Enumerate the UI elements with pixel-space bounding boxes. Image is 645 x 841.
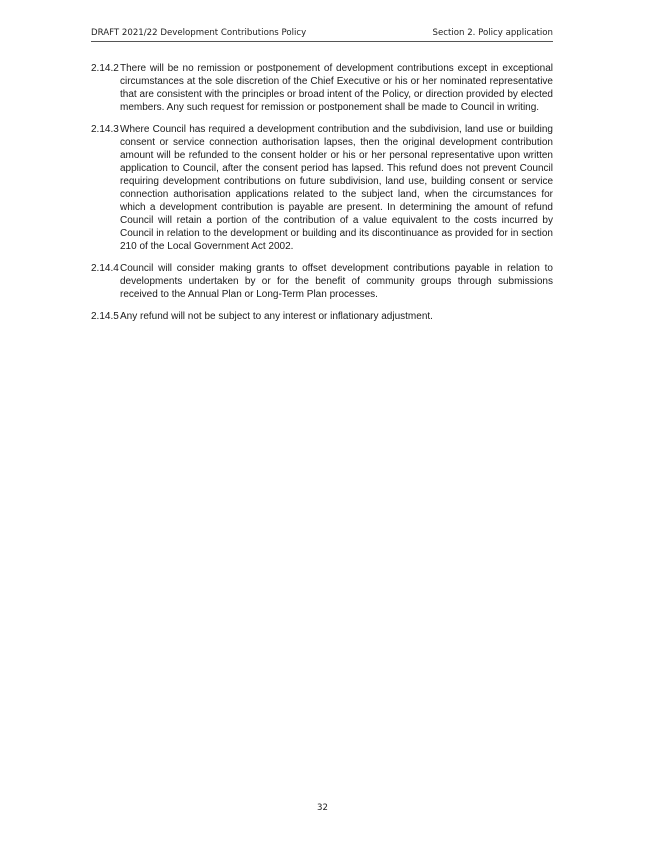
page-number: 32 [317, 803, 328, 813]
clause-2-14-4 [91, 262, 553, 301]
document-body [91, 62, 553, 332]
clause-2-14-3 [91, 123, 553, 253]
header-section-title: Section 2. Policy application [432, 28, 553, 38]
clause-number: 2.14.5 [91, 311, 119, 322]
clause-2-14-2 [91, 62, 553, 114]
clause-number: 2.14.4 [91, 263, 119, 274]
clause-text: Where Council has required a development contribution and the subdivision, land use or building consent or service connection authorisation lapses, then the original development contribution amount will be refunded to the consent holder or his or her personal representative upon written application to Council, after the consent period has lapsed. This refund does not prevent Council requiring development contributions on future subdivision, land use, building consent or service connection authorisation applications related to the subject land, when the circumstances for which a development contribution is payable are present. In determining the amount of refund Council will retain a portion of the contribution of a value equivalent to the costs incurred by Council in relation to the development or building and its discontinuance as provided for in section 210 of the Local Government Act 2002. [120, 124, 553, 252]
clause-text: There will be no remission or postponement of development contributions except in exceptional circumstances at the sole discretion of the Chief Executive or his or her nominated representative that are consistent with the principles or broad intent of the Policy, or direction provided by elected members. Any such request for remission or postponement shall be made to Council in writing. [120, 63, 553, 113]
clause-text: Any refund will not be subject to any interest or inflationary adjustment. [120, 311, 433, 322]
clause-2-14-5 [91, 310, 553, 323]
header-document-title: DRAFT 2021/22 Development Contributions Policy [91, 28, 307, 38]
clause-number: 2.14.2 [91, 63, 119, 74]
page-header [91, 25, 553, 42]
clause-text: Council will consider making grants to offset development contributions payable in relation to developments undertaken by or for the benefit of community groups through submissions received to the Annual Plan or Long-Term Plan processes. [120, 263, 553, 300]
clause-number: 2.14.3 [91, 124, 119, 135]
